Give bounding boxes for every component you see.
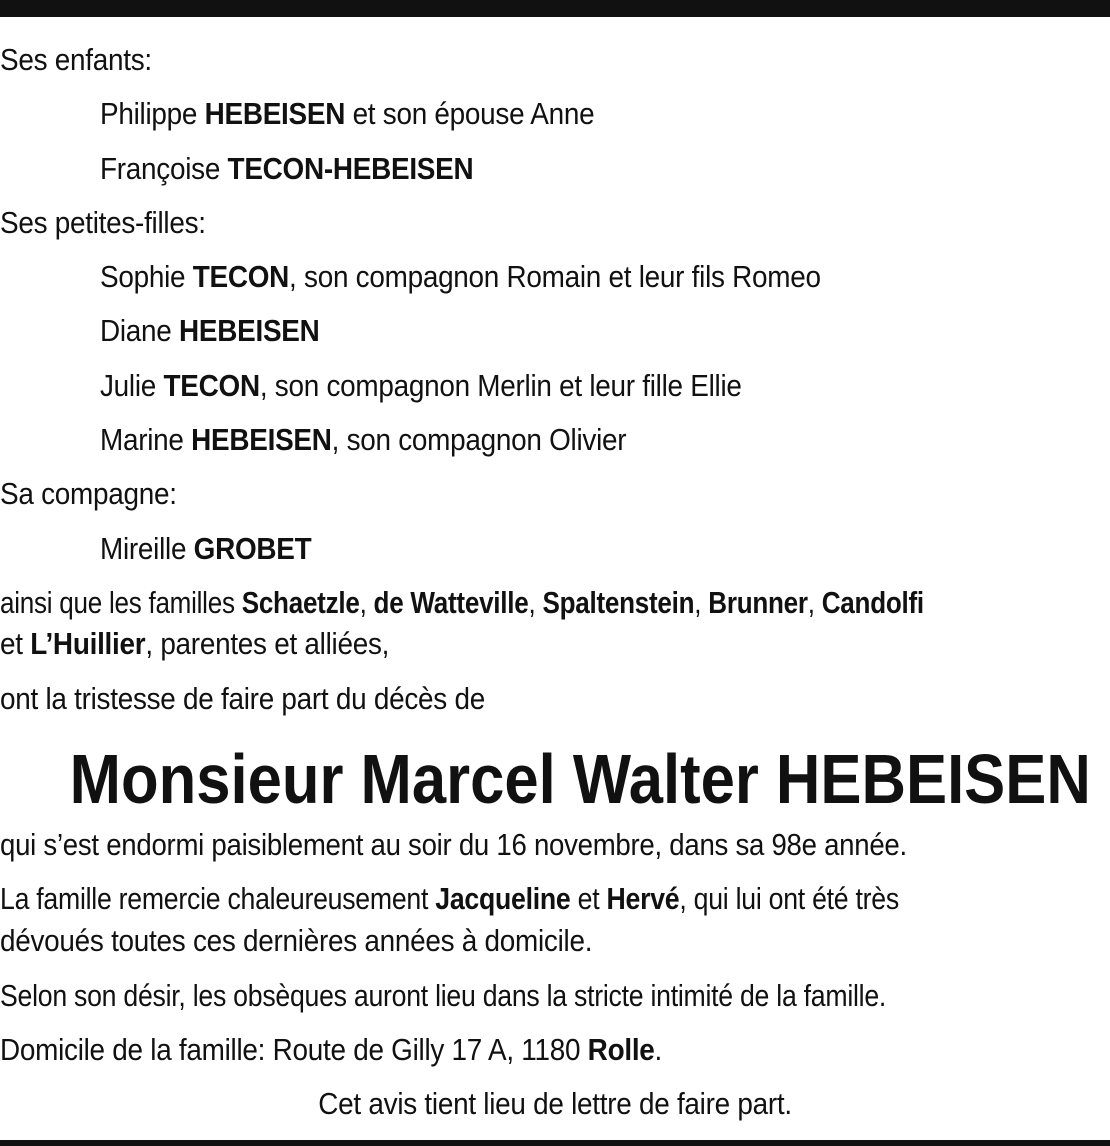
thanks-line-2: dévoués toutes ces dernières années à domicile. [0, 923, 593, 958]
top-rule [0, 0, 1110, 17]
funeral-line: Selon son désir, les obsèques auront lieu dans la stricte intimité de la famille. [0, 978, 887, 1013]
children-heading: Ses enfants: [0, 42, 152, 77]
closing-line: Cet avis tient lieu de lettre de faire part. [318, 1086, 792, 1121]
child-line: Philippe HEBEISEN et son épouse Anne [100, 96, 595, 131]
partner-heading: Sa compagne: [0, 476, 177, 511]
granddaughter-line: Diane HEBEISEN [100, 313, 320, 348]
families-line-1: ainsi que les familles Schaetzle, de Watteville, Spaltenstein, Brunner, Candolfi [0, 585, 924, 620]
bottom-rule [0, 1140, 1110, 1146]
thanks-line-1: La famille remercie chaleureusement Jacqueline et Hervé, qui lui ont été très [0, 881, 899, 916]
granddaughter-line: Julie TECON, son compagnon Merlin et leur fille Ellie [100, 368, 742, 403]
death-line: qui s’est endormi paisiblement au soir du 16 novembre, dans sa 98e année. [0, 827, 907, 862]
deceased-name: Monsieur Marcel Walter HEBEISEN [69, 740, 1091, 818]
announcement: ont la tristesse de faire part du décès de [0, 681, 485, 716]
child-line: Françoise TECON-HEBEISEN [100, 151, 474, 186]
families-line-2: et L’Huillier, parentes et alliées, [0, 626, 390, 661]
granddaughters-heading: Ses petites-filles: [0, 205, 206, 240]
domicile-line: Domicile de la famille: Route de Gilly 17 A, 1180 Rolle. [0, 1032, 663, 1067]
granddaughter-line: Sophie TECON, son compagnon Romain et leur fils Romeo [100, 259, 821, 294]
partner-line: Mireille GROBET [100, 531, 312, 566]
granddaughter-line: Marine HEBEISEN, son compagnon Olivier [100, 422, 627, 457]
